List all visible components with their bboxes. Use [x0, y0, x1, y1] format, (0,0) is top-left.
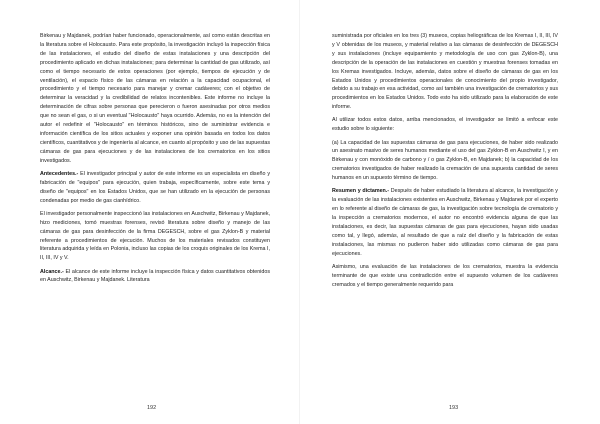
paragraph — [40, 170, 270, 206]
paragraph-body: El alcance de este informe incluye la inspección física y datos cuantitativos obtenidos en Auschwitz, Birkenau y Majdanek. Literatura — [40, 268, 270, 284]
paragraph-body: Al utilizar todos estos datos, arriba mencionados, el investigador se limitó a enfocar este estudio sobre lo siguiente: — [332, 117, 558, 133]
paragraph-body: Después de haber estudiado la literatura al alcance, la investigación y la evaluación de las instalaciones existentes en Auschwitz, Birkenau y Majdanek por el experto en lo referente al diseño de cámaras de gas, la investigación sobre tecnología de crematorio y la inspección a crematorios modernos, el autor no encontró evidencia alguna de que las instalaciones, es decir, las supuestas cámaras de gas para ejecuciones, hayan sido usadas como tal, y llegó, además, al resultado de que a raíz del diseño y la fabricación de estas instalaciones, las mismas no pudieron haber sido utilizadas como cámaras de gas para ejecuciones. — [332, 188, 558, 257]
page-number: 192 — [147, 405, 157, 411]
paragraph — [332, 32, 558, 112]
paragraph-body: Birkenau y Majdanek, podrían haber funcionado, operacionalmente, así como están descritas en la literatura sobre el Holocausto. Para este propósito, la investigación incluyó la inspección física de las instalaciones, el estudio del diseño de estas instalaciones y una descripción del procedimiento aplicado en dichas instalaciones; para determinar la cantidad de gas utilizado, así como el tiempo necesario de estos operaciones (por ejemplo, tiempos de ejecución y de ventilación), el espacio físico de las cámaras en relación a la capacidad ocupacional, el procedimiento y el tiempo necesario para manejar y cremar cadáveres; con el objetivo de determinar la veracidad y la credibilidad de relatos incontenibles. Este informe no incluye la determinación de cifras sobre personas que perecieron o fueron asesinadas por otros medios que no sean el gas, o si un eventual "Holocausto" haya ocurrido. Además, no es la intención del autor el redefinir el "Holocausto" en términos históricos, sino de suministrar evidencia e información científica de los sitios actuales y exponer una opinión basada en todos los datos científicos, cuantitativos y de ingeniería al alcance, en cuanto al propósito y uso de las supuestas cámaras de gas para ejecuciones y de las instalaciones de los crematorios en los sitios investigados. — [40, 33, 270, 164]
paragraph-body: El investigador personalmente inspeccionó las instalaciones en Auschwitz, Birkenau y Majdanek, hizo mediciones, tomó muestras forenses, revisó literatura sobre diseño y manejo de las cámaras de gas para desinfección de la firma DEGESCH, sobre el gas Zyklon-B y material referente a procedimientos de ejecución. Muchos de los materiales revisados constituyen literatura adquirida y leída en Polonia, incluso las copias de los croquis originales de los Krema I, II, III, IV y V. — [40, 210, 270, 262]
left-page-text — [40, 32, 270, 290]
paragraph — [332, 139, 558, 184]
paragraph-body: (a) La capacidad de las supuestas cámaras de gas para ejecuciones, de haber sido realizado un asesinato masivo de seres humanos mediante el uso del gas Zyklon-B en Auschwitz I, y en Birkenau y con monóxido de carbono y / o gas Zyklon-B, en Majdanek; b) la capacidad de los crematorios investigados de haber realizado la cremación de una supuesta cantidad de seres humanos en un supuesto término de tiempo. — [332, 139, 558, 182]
paragraph — [40, 210, 270, 263]
paragraph-body: Asimismo, una evaluación de las instalaciones de los crematorios, muestra la evidencia terminante de que existe una contradicción entre el supuesto volumen de los cadáveres cremados y el tiempo generalmente requerido para — [332, 263, 558, 288]
paragraph-body: suministrada por oficiales en los tres (3) museos, copias heliográficas de los Kremas I, II, III, IV y V obtenidas de los museos, y material relativo a las cámaras de desinfección de DEGESCH y sus instalaciones (incluye equipamiento y metodología de uso con gas Zyklon-B), una descripción de la operación de las instalaciones en cuestión y muestras forenses tomadas en los Kremas investigados. Incluye, además, datos sobre el diseño de cámaras de gas en los Estados Unidos y procedimientos operacionales de conocimiento del propio investigador, debido a su trabajo en esa actividad, como así también una investigación de crematorios y sus procedimientos en los Estados Unidos. Todo esto ha sido utilizado para la elaboración de este informe. — [332, 33, 558, 111]
paragraph-body: El investigador principal y autor de este informe es un especialista en diseño y fabricación de "equipos" para ejecución, quien trabaja, específicamente, sobre este tema y diseño de "equipos" en los Estados Unidos, que se han utilizado en la ejecución de personas condenadas por medio de gas cianhídrico. — [40, 170, 270, 204]
paragraph — [332, 116, 558, 134]
paragraph-heading: Resumen y dictamen.- — [332, 188, 390, 195]
right-page-text — [332, 32, 558, 294]
paragraph — [40, 32, 270, 166]
paragraph — [332, 187, 558, 258]
paragraph — [332, 263, 558, 290]
right-page — [300, 0, 600, 424]
paragraph-heading: Antecedentes.- — [40, 170, 79, 177]
paragraph-heading: Alcance.- — [40, 268, 64, 275]
paragraph — [40, 268, 270, 286]
page-number: 193 — [449, 405, 459, 411]
